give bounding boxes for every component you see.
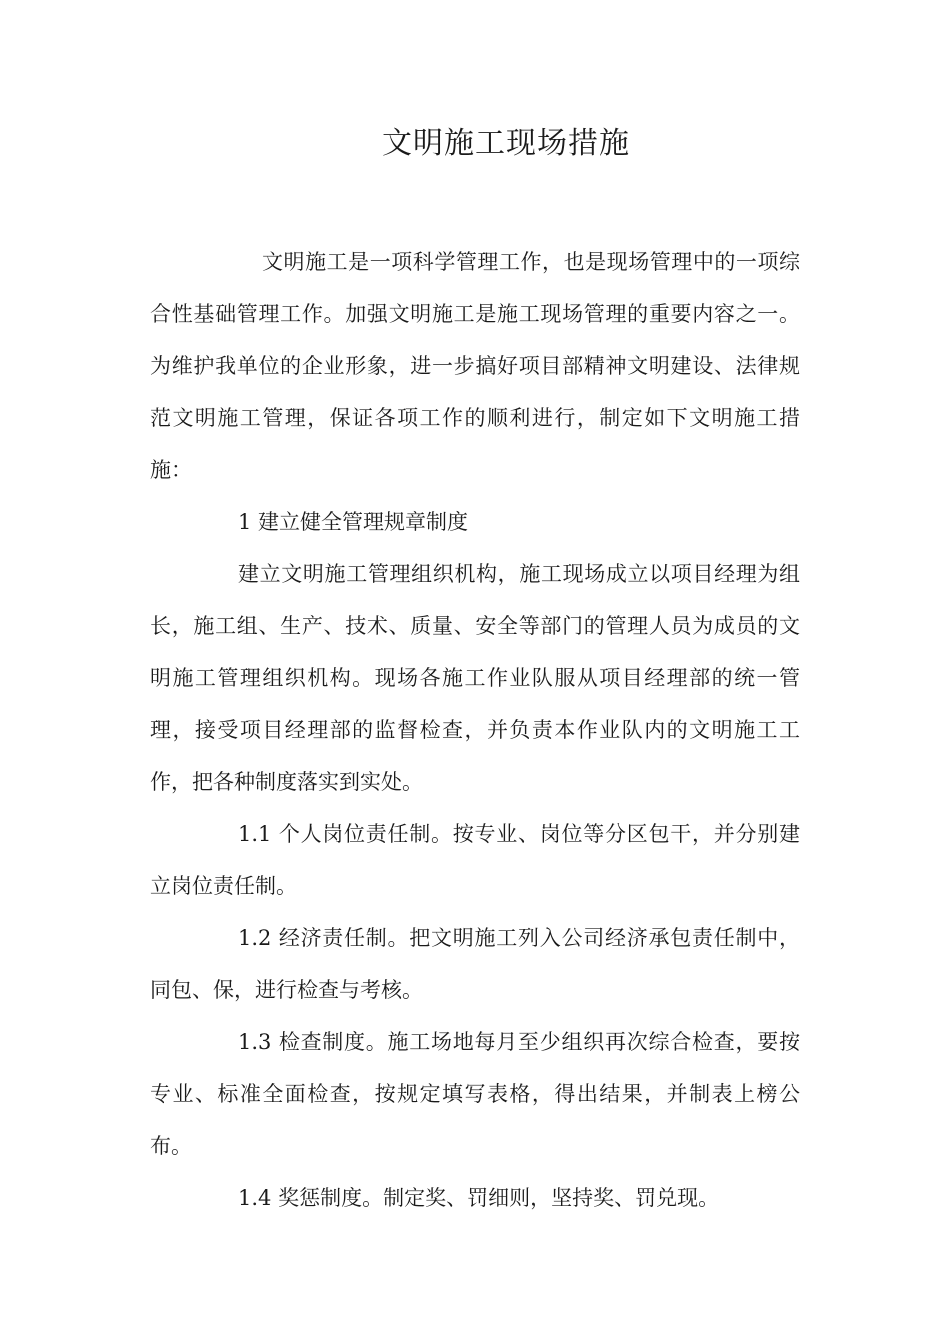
rule-1-4-paragraph: 1.4 奖惩制度。制定奖、罚细则，坚持奖、罚兑现。 xyxy=(238,1186,720,1210)
rule-1-2-paragraph: 1.2 经济责任制。把文明施工列入公司经济承包责任制中，同包、保，进行检查与考核。 xyxy=(150,926,800,1002)
intro-paragraph: 文明施工是一项科学管理工作，也是现场管理中的一项综合性基础管理工作。加强文明施工是施工现场管理的重要内容之一。为维护我单位的企业形象，进一步搞好项目部精神文明建设、法律规范文明施工管理，保证各项工作的顺利进行，制定如下文明施工措施： xyxy=(150,250,800,482)
organization-paragraph: 建立文明施工管理组织机构，施工现场成立以项目经理为组长，施工组、生产、技术、质量、安全等部门的管理人员为成员的文明施工管理组织机构。现场各施工作业队服从项目经理部的统一管理，接受项目经理部的监督检查，并负责本作业队内的文明施工工作，把各种制度落实到实处。 xyxy=(150,562,800,794)
document-body xyxy=(150,236,800,1224)
section-heading: 1 建立健全管理规章制度 xyxy=(238,510,469,534)
rule-1-3-paragraph: 1.3 检查制度。施工场地每月至少组织再次综合检查，要按专业、标准全面检查，按规定填写表格，得出结果，并制表上榜公布。 xyxy=(150,1030,800,1158)
document-title: 文明施工现场措施 xyxy=(382,126,630,161)
rule-1-1-paragraph: 1.1 个人岗位责任制。按专业、岗位等分区包干，并分别建立岗位责任制。 xyxy=(150,822,800,898)
